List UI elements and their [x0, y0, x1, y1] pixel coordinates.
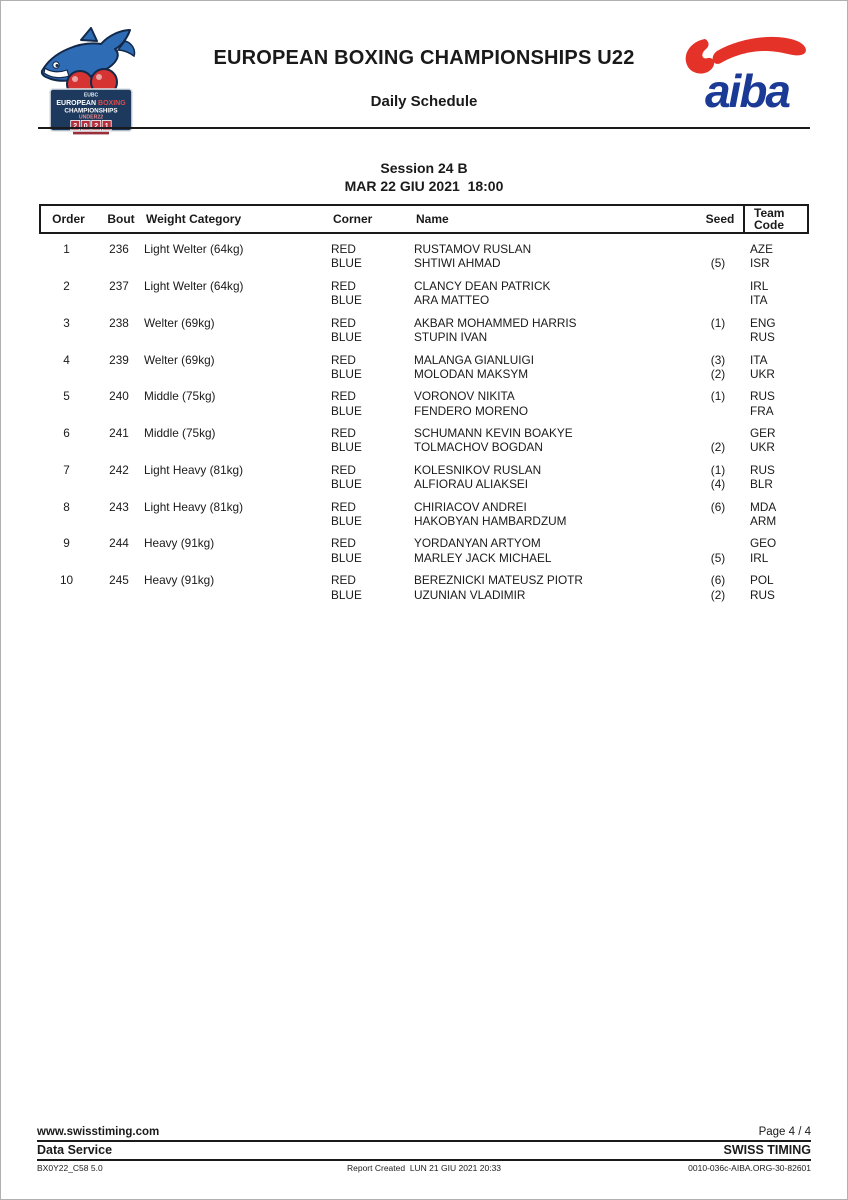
order-cell: 5: [63, 389, 70, 404]
team-code-value: RUS: [750, 587, 775, 602]
team-code-value: GEO: [750, 536, 777, 551]
aiba-swoosh-wave: [713, 37, 806, 64]
bout-number-cell: 241: [109, 426, 129, 441]
team-code-value: GER: [750, 426, 776, 441]
name-value: CHIRIACOV ANDREI: [414, 499, 527, 514]
team-code-value: RUS: [750, 462, 775, 477]
schedule-table: [39, 204, 809, 602]
seed-value: [695, 293, 741, 307]
team-code-cell: [741, 426, 811, 455]
boxer-name-cell: [414, 389, 695, 418]
name-value: BEREZNICKI MATEUSZ PIOTR: [414, 573, 583, 588]
team-code-value: ENG: [750, 315, 776, 330]
seed-value: (2): [710, 440, 726, 455]
seed-value: [695, 330, 741, 344]
team-code-value: BLR: [750, 477, 773, 492]
corner-value: BLUE: [331, 293, 362, 308]
page-title: EUROPEAN BOXING CHAMPIONSHIPS U22: [213, 47, 635, 69]
table-row: [39, 455, 809, 492]
bout-number-cell: 239: [109, 352, 129, 367]
column-header-name: Name: [416, 212, 449, 226]
team-code-value: RUS: [750, 389, 775, 404]
corner-value: RED: [331, 426, 356, 441]
team-code-value: RUS: [750, 330, 775, 345]
shark-dorsal-fin: [81, 28, 97, 41]
aiba-logo: [675, 29, 813, 119]
name-value: MALANGA GIANLUIGI: [414, 352, 534, 367]
boxer-name-cell: [414, 573, 695, 602]
team-code-value: ITA: [750, 352, 768, 367]
table-row: [39, 271, 809, 308]
report-header: [1, 1, 847, 127]
seed-value: (1): [710, 315, 726, 330]
bout-number-cell: 244: [109, 536, 129, 551]
name-value: AKBAR MOHAMMED HARRIS: [414, 315, 577, 330]
bout-number-cell: 243: [109, 499, 129, 514]
order-cell: 7: [63, 462, 70, 477]
seed-value: (5): [710, 550, 726, 565]
name-value: SHTIWI AHMAD: [414, 256, 501, 271]
corner-cell: [331, 242, 414, 271]
seed-value: [695, 404, 741, 418]
weight-category-cell: Light Welter (64kg): [144, 242, 244, 257]
corner-value: BLUE: [331, 330, 362, 345]
weight-category-cell: Heavy (91kg): [144, 536, 215, 551]
order-cell: 6: [63, 426, 70, 441]
column-header-corner: Corner: [333, 212, 373, 226]
team-code-value: POL: [750, 573, 774, 588]
session-name: Session 24 B: [380, 160, 468, 176]
seed-value: [695, 279, 741, 293]
seed-value: (1): [710, 462, 726, 477]
seed-value: (6): [710, 499, 726, 514]
name-value: MOLODAN MAKSYM: [414, 366, 529, 381]
aiba-wordmark: aiba: [704, 65, 790, 117]
footer-row-3: [37, 1161, 811, 1173]
seed-cell: [695, 242, 741, 271]
bout-number-cell: 240: [109, 389, 129, 404]
header-divider: [38, 127, 810, 129]
seed-cell: [695, 353, 741, 382]
weight-category-cell: Light Welter (64kg): [144, 278, 244, 293]
seed-value: (3): [710, 352, 726, 367]
weight-category-cell: Middle (75kg): [144, 426, 216, 441]
table-row: [39, 528, 809, 565]
corner-cell: [331, 426, 414, 455]
team-code-value: FRA: [750, 403, 774, 418]
name-value: UZUNIAN VLADIMIR: [414, 587, 526, 602]
corner-value: RED: [331, 462, 356, 477]
team-code-cell: [741, 353, 811, 382]
corner-value: RED: [331, 315, 356, 330]
corner-value: RED: [331, 573, 356, 588]
table-row: [39, 418, 809, 455]
corner-value: BLUE: [331, 403, 362, 418]
weight-category-cell: Welter (69kg): [144, 315, 215, 330]
name-value: YORDANYAN ARTYOM: [414, 536, 541, 551]
corner-value: RED: [331, 242, 356, 257]
bout-number-cell: 236: [109, 242, 129, 257]
footer-doc-code: BX0Y22_C58 5.0: [37, 1163, 103, 1173]
weight-category-cell: Welter (69kg): [144, 352, 215, 367]
corner-cell: [331, 463, 414, 492]
name-value: SCHUMANN KEVIN BOAKYE: [414, 426, 573, 441]
shark-pupil: [56, 64, 59, 67]
eubc-logo: [37, 27, 145, 135]
team-code-cell: [741, 573, 811, 602]
weight-category-cell: Light Heavy (81kg): [144, 499, 244, 514]
team-code-cell: [741, 242, 811, 271]
glove-glint: [72, 76, 78, 82]
name-value: CLANCY DEAN PATRICK: [414, 278, 551, 293]
seed-cell: [695, 536, 741, 565]
corner-cell: [331, 353, 414, 382]
order-cell: 3: [63, 315, 70, 330]
weight-category-cell: Middle (75kg): [144, 389, 216, 404]
boxer-name-cell: [414, 536, 695, 565]
eubc-org-label: EUBC: [83, 92, 99, 99]
session-datetime: MAR 22 GIU 2021 18:00: [344, 177, 504, 194]
name-value: ARA MATTEO: [414, 293, 490, 308]
corner-cell: [331, 279, 414, 308]
seed-value: (4): [710, 477, 726, 492]
team-code-value: MDA: [750, 499, 777, 514]
column-header-order: Order: [52, 212, 85, 226]
table-row: [39, 344, 809, 381]
table-row: [39, 565, 809, 602]
corner-value: RED: [331, 536, 356, 551]
footer-website-link[interactable]: www.swisstiming.com: [37, 1126, 160, 1138]
bout-number-cell: 237: [109, 278, 129, 293]
seed-cell: [695, 389, 741, 418]
footer-row-2: [37, 1142, 811, 1161]
table-body: [39, 234, 809, 602]
footer-report-id: 0010-036c-AIBA.ORG-30-82601: [688, 1163, 812, 1173]
team-code-value: UKR: [750, 440, 775, 455]
seed-cell: [695, 426, 741, 455]
corner-cell: [331, 500, 414, 529]
column-header-team-line2: Code: [754, 218, 784, 232]
seed-cell: [695, 279, 741, 308]
corner-value: RED: [331, 352, 356, 367]
corner-cell: [331, 316, 414, 345]
corner-cell: [331, 573, 414, 602]
corner-value: BLUE: [331, 477, 362, 492]
order-cell: 2: [63, 278, 70, 293]
team-code-cell: [741, 316, 811, 345]
footer-row-1: [37, 1126, 811, 1142]
team-code-value: UKR: [750, 366, 775, 381]
eubc-championships-label: CHAMPIONSHIPS: [64, 107, 118, 115]
footer-report-created: Report Created LUN 21 GIU 2021 20:33: [346, 1163, 502, 1173]
corner-value: BLUE: [331, 256, 362, 271]
eubc-logo-line1: [56, 100, 126, 107]
footer-service-label: Data Service: [37, 1143, 113, 1157]
table-row: [39, 234, 809, 271]
seed-value: (6): [710, 573, 726, 588]
corner-value: BLUE: [331, 440, 362, 455]
name-value: MARLEY JACK MICHAEL: [414, 550, 552, 565]
seed-value: (2): [710, 587, 726, 602]
order-cell: 4: [63, 352, 70, 367]
name-value: VORONOV NIKITA: [414, 389, 515, 404]
boxer-name-cell: [414, 242, 695, 271]
column-header-team-line1: Team: [754, 206, 785, 220]
name-value: FENDERO MORENO: [414, 403, 529, 418]
weight-category-cell: Heavy (91kg): [144, 573, 215, 588]
team-code-value: ITA: [750, 293, 768, 308]
team-code-value: AZE: [750, 242, 773, 257]
seed-cell: [695, 463, 741, 492]
boxer-name-cell: [414, 353, 695, 382]
order-cell: 9: [63, 536, 70, 551]
corner-cell: [331, 389, 414, 418]
eubc-boxing-label: BOXING: [98, 100, 126, 107]
column-header-bout: Bout: [107, 212, 135, 226]
corner-value: BLUE: [331, 513, 362, 528]
seed-cell: [695, 573, 741, 602]
name-value: KOLESNIKOV RUSLAN: [414, 462, 542, 477]
corner-value: BLUE: [331, 550, 362, 565]
table-row: [39, 491, 809, 528]
corner-value: RED: [331, 389, 356, 404]
team-code-cell: [741, 389, 811, 418]
seed-value: (2): [710, 366, 726, 381]
column-header-weight: Weight Category: [146, 212, 242, 226]
eubc-badge-footer-strip: [73, 132, 109, 135]
corner-value: RED: [331, 499, 356, 514]
weight-category-cell: Light Heavy (81kg): [144, 462, 244, 477]
eubc-under22-label: UNDER22: [78, 114, 104, 121]
footer-brand: SWISS TIMING: [723, 1143, 811, 1157]
seed-value: (5): [710, 256, 726, 271]
team-code-value: ARM: [750, 513, 777, 528]
order-cell: 1: [63, 242, 70, 257]
seed-value: [695, 536, 741, 550]
team-code-cell: [741, 279, 811, 308]
order-cell: 10: [59, 573, 74, 588]
glove-glint: [96, 74, 102, 80]
eubc-european-label: EUROPEAN: [56, 100, 97, 107]
name-value: RUSTAMOV RUSLAN: [414, 242, 532, 257]
team-code-value: ISR: [750, 256, 770, 271]
boxer-name-cell: [414, 463, 695, 492]
boxer-name-cell: [414, 500, 695, 529]
name-value: ALFIORAU ALIAKSEI: [414, 477, 529, 492]
boxer-name-cell: [414, 426, 695, 455]
name-value: HAKOBYAN HAMBARDZUM: [414, 513, 567, 528]
corner-value: BLUE: [331, 587, 362, 602]
bout-number-cell: 245: [109, 573, 129, 588]
boxer-name-cell: [414, 316, 695, 345]
corner-value: BLUE: [331, 366, 362, 381]
boxer-name-cell: [414, 279, 695, 308]
team-code-cell: [741, 463, 811, 492]
corner-cell: [331, 536, 414, 565]
seed-value: (1): [710, 389, 726, 404]
column-header-seed: Seed: [705, 212, 735, 226]
footer-page-number: Page 4 / 4: [758, 1126, 811, 1138]
bout-number-cell: 242: [109, 462, 129, 477]
report-footer: [37, 1126, 811, 1173]
table-header-row: [39, 204, 809, 234]
name-value: TOLMACHOV BOGDAN: [414, 440, 543, 455]
team-code-value: IRL: [750, 550, 769, 565]
table-row: [39, 308, 809, 345]
team-code-value: IRL: [750, 278, 769, 293]
column-header-team-code: [743, 206, 813, 232]
seed-value: [695, 242, 741, 256]
team-code-cell: [741, 500, 811, 529]
order-cell: 8: [63, 499, 70, 514]
name-value: STUPIN IVAN: [414, 330, 488, 345]
seed-cell: [695, 316, 741, 345]
seed-value: [695, 426, 741, 440]
seed-cell: [695, 500, 741, 529]
corner-value: RED: [331, 278, 356, 293]
table-row: [39, 381, 809, 418]
session-block: [1, 160, 847, 195]
team-code-cell: [741, 536, 811, 565]
bout-number-cell: 238: [109, 315, 129, 330]
seed-value: [695, 514, 741, 528]
page-subtitle: Daily Schedule: [370, 93, 478, 110]
